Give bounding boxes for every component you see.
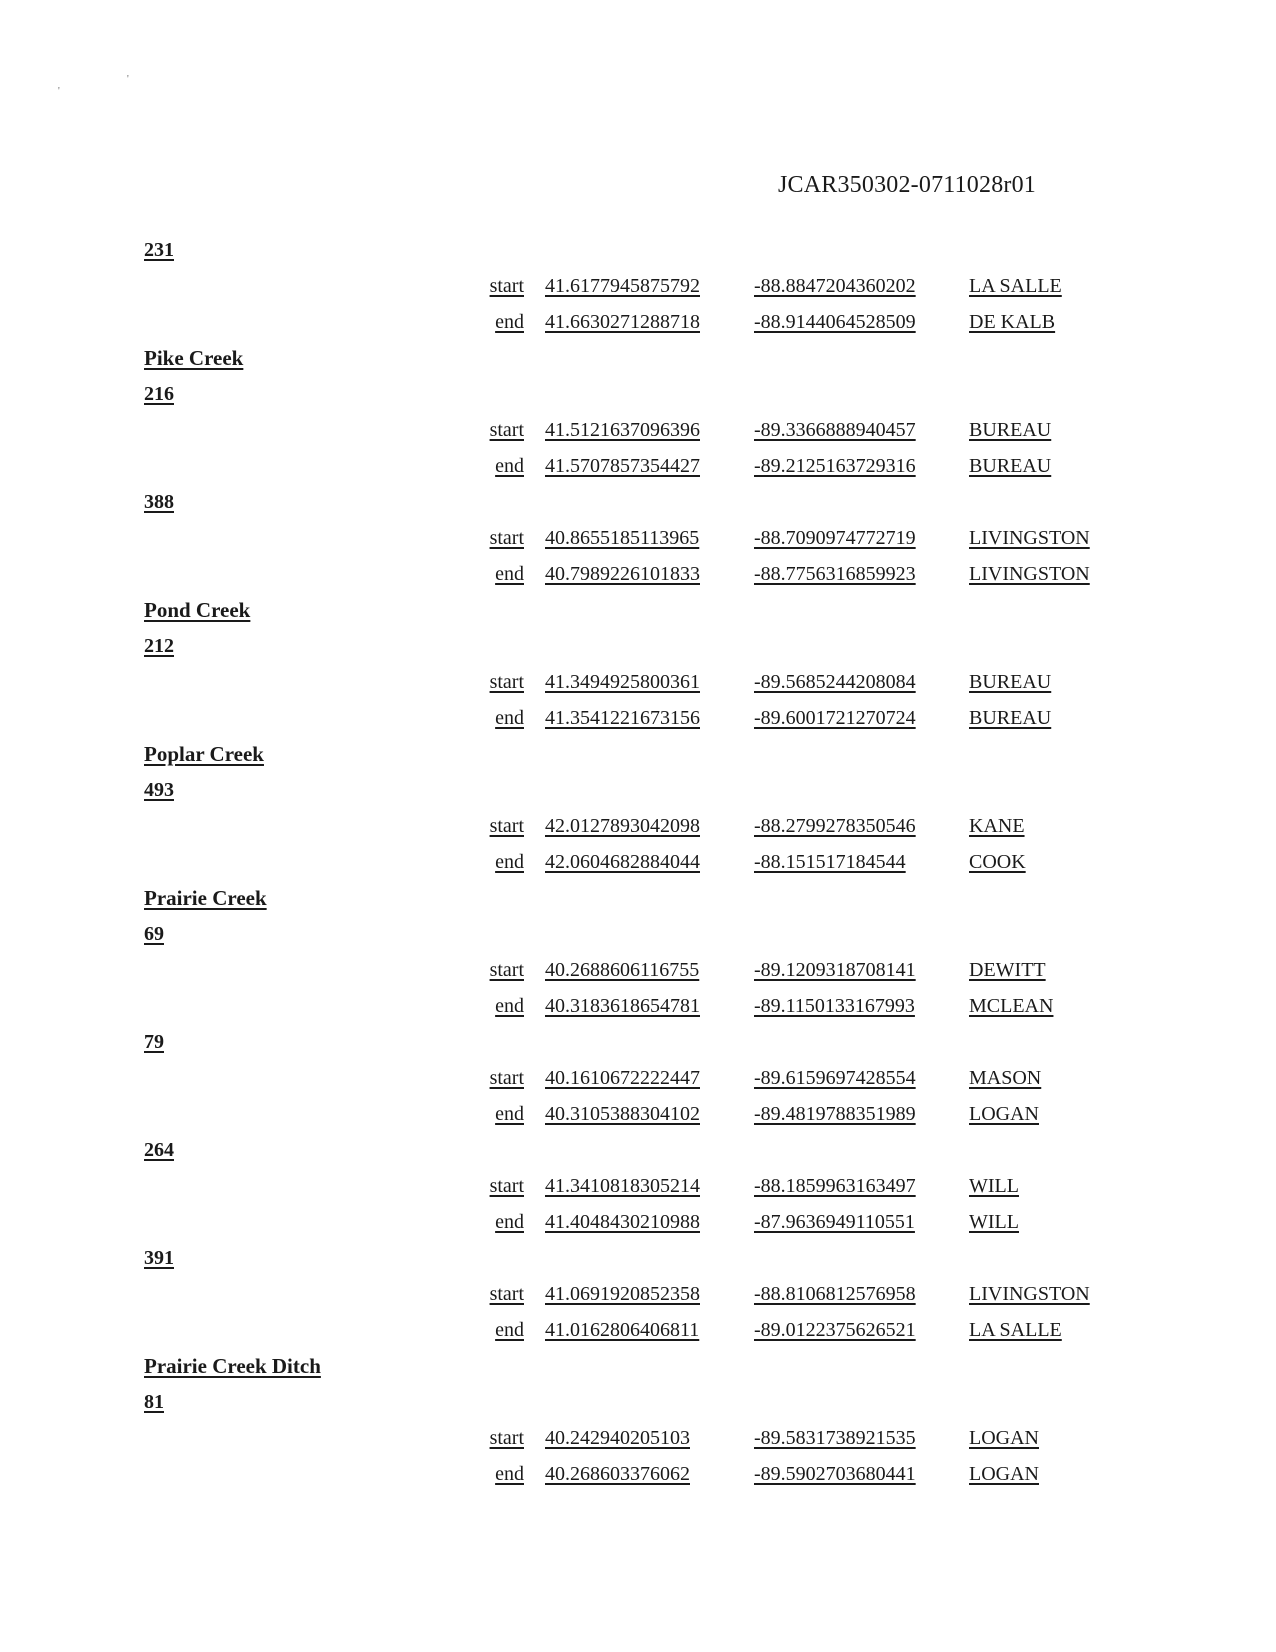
county-name: DE KALB (969, 311, 1056, 333)
coordinate-row (0, 1456, 1276, 1492)
longitude-value: -88.9144064528509 (754, 311, 916, 333)
stream-name: Poplar Creek (144, 742, 264, 766)
latitude-value: 40.8655185113965 (545, 527, 700, 549)
segment-id: 388 (144, 491, 174, 513)
segment-id: 79 (144, 1031, 164, 1053)
longitude-value: -89.5831738921535 (754, 1427, 916, 1449)
point-label: end (495, 311, 524, 333)
county-name: WILL (969, 1211, 1019, 1233)
longitude-value: -88.1859963163497 (754, 1175, 916, 1197)
point-label: start (489, 275, 524, 297)
latitude-value: 41.3494925800361 (545, 671, 700, 693)
longitude-value: -88.8847204360202 (754, 275, 916, 297)
point-label: end (495, 563, 524, 585)
latitude-value: 41.0162806406811 (545, 1319, 700, 1341)
segment-id: 212 (144, 635, 174, 657)
county-name: MASON (969, 1067, 1042, 1089)
segment-id: 81 (144, 1391, 164, 1413)
longitude-value: -88.7756316859923 (754, 563, 916, 585)
county-name: LIVINGSTON (969, 1283, 1090, 1305)
county-name: BUREAU (969, 455, 1052, 477)
latitude-value: 40.7989226101833 (545, 563, 700, 585)
longitude-value: -88.7090974772719 (754, 527, 916, 549)
county-name: BUREAU (969, 419, 1052, 441)
county-name: KANE (969, 815, 1025, 837)
stream-name: Prairie Creek Ditch (144, 1354, 321, 1378)
segment-id-heading (0, 484, 1276, 520)
segment-id-heading (0, 772, 1276, 808)
point-label: start (489, 1067, 524, 1089)
coordinate-row (0, 304, 1276, 340)
point-label: start (489, 419, 524, 441)
latitude-value: 40.3105388304102 (545, 1103, 700, 1125)
segment-id: 493 (144, 779, 174, 801)
coordinate-row (0, 664, 1276, 700)
longitude-value: -88.8106812576958 (754, 1283, 916, 1305)
point-label: end (495, 1103, 524, 1125)
longitude-value: -89.6001721270724 (754, 707, 916, 729)
latitude-value: 41.3541221673156 (545, 707, 700, 729)
point-label: start (489, 959, 524, 981)
county-name: LIVINGSTON (969, 527, 1090, 549)
county-name: WILL (969, 1175, 1019, 1197)
scan-artifact-mark: ' (58, 86, 60, 97)
latitude-value: 42.0604682884044 (545, 851, 700, 873)
coordinate-row (0, 1312, 1276, 1348)
coordinate-row (0, 448, 1276, 484)
point-label: end (495, 707, 524, 729)
point-label: end (495, 995, 524, 1017)
point-label: start (489, 815, 524, 837)
latitude-value: 40.268603376062 (545, 1463, 690, 1485)
segment-id-heading (0, 1132, 1276, 1168)
point-label: end (495, 851, 524, 873)
segment-id-heading (0, 1240, 1276, 1276)
coordinate-row (0, 808, 1276, 844)
stream-name-heading (0, 340, 1276, 376)
scan-artifact-mark: ' (127, 74, 129, 85)
point-label: start (489, 1427, 524, 1449)
coordinate-row (0, 1096, 1276, 1132)
longitude-value: -89.4819788351989 (754, 1103, 916, 1125)
segment-id: 216 (144, 383, 174, 405)
coordinate-row (0, 412, 1276, 448)
stream-name: Pike Creek (144, 346, 244, 370)
latitude-value: 40.1610672222447 (545, 1067, 700, 1089)
point-label: end (495, 455, 524, 477)
document-id: JCAR350302-0711028r01 (778, 172, 1036, 198)
point-label: end (495, 1319, 524, 1341)
point-label: end (495, 1463, 524, 1485)
segment-id-heading (0, 1024, 1276, 1060)
point-label: start (489, 527, 524, 549)
latitude-value: 41.4048430210988 (545, 1211, 700, 1233)
stream-name: Pond Creek (144, 598, 251, 622)
longitude-value: -89.5902703680441 (754, 1463, 916, 1485)
segment-id-heading (0, 232, 1276, 268)
stream-segment-list (0, 232, 1276, 1492)
coordinate-row (0, 520, 1276, 556)
coordinate-row (0, 1276, 1276, 1312)
segment-id: 69 (144, 923, 164, 945)
longitude-value: -88.2799278350546 (754, 815, 916, 837)
county-name: BUREAU (969, 671, 1052, 693)
longitude-value: -89.6159697428554 (754, 1067, 916, 1089)
county-name: LA SALLE (969, 275, 1062, 297)
stream-name-heading (0, 592, 1276, 628)
longitude-value: -89.1150133167993 (754, 995, 915, 1017)
coordinate-row (0, 700, 1276, 736)
segment-id-heading (0, 1384, 1276, 1420)
segment-id: 264 (144, 1139, 174, 1161)
coordinate-row (0, 556, 1276, 592)
longitude-value: -87.9636949110551 (754, 1211, 915, 1233)
county-name: LOGAN (969, 1463, 1039, 1485)
county-name: MCLEAN (969, 995, 1054, 1017)
point-label: end (495, 1211, 524, 1233)
point-label: start (489, 671, 524, 693)
stream-name-heading (0, 736, 1276, 772)
longitude-value: -89.0122375626521 (754, 1319, 916, 1341)
latitude-value: 41.6630271288718 (545, 311, 700, 333)
segment-id: 231 (144, 239, 174, 261)
county-name: COOK (969, 851, 1026, 873)
coordinate-row (0, 1168, 1276, 1204)
county-name: LA SALLE (969, 1319, 1062, 1341)
latitude-value: 40.2688606116755 (545, 959, 700, 981)
longitude-value: -89.5685244208084 (754, 671, 916, 693)
segment-id-heading (0, 376, 1276, 412)
segment-id-heading (0, 916, 1276, 952)
longitude-value: -89.1209318708141 (754, 959, 916, 981)
latitude-value: 41.0691920852358 (545, 1283, 700, 1305)
latitude-value: 41.5707857354427 (545, 455, 700, 477)
segment-id-heading (0, 628, 1276, 664)
latitude-value: 41.5121637096396 (545, 419, 700, 441)
stream-name-heading (0, 1348, 1276, 1384)
county-name: LOGAN (969, 1103, 1039, 1125)
latitude-value: 40.242940205103 (545, 1427, 690, 1449)
coordinate-row (0, 952, 1276, 988)
county-name: BUREAU (969, 707, 1052, 729)
county-name: DEWITT (969, 959, 1046, 981)
county-name: LIVINGSTON (969, 563, 1090, 585)
point-label: start (489, 1175, 524, 1197)
coordinate-row (0, 1420, 1276, 1456)
coordinate-row (0, 844, 1276, 880)
longitude-value: -89.2125163729316 (754, 455, 916, 477)
county-name: LOGAN (969, 1427, 1039, 1449)
stream-name-heading (0, 880, 1276, 916)
point-label: start (489, 1283, 524, 1305)
coordinate-row (0, 988, 1276, 1024)
segment-id: 391 (144, 1247, 174, 1269)
stream-name: Prairie Creek (144, 886, 267, 910)
latitude-value: 40.3183618654781 (545, 995, 700, 1017)
coordinate-row (0, 1060, 1276, 1096)
longitude-value: -88.151517184544 (754, 851, 906, 873)
coordinate-row (0, 1204, 1276, 1240)
longitude-value: -89.3366888940457 (754, 419, 916, 441)
coordinate-row (0, 268, 1276, 304)
latitude-value: 41.3410818305214 (545, 1175, 700, 1197)
latitude-value: 42.0127893042098 (545, 815, 700, 837)
latitude-value: 41.6177945875792 (545, 275, 700, 297)
